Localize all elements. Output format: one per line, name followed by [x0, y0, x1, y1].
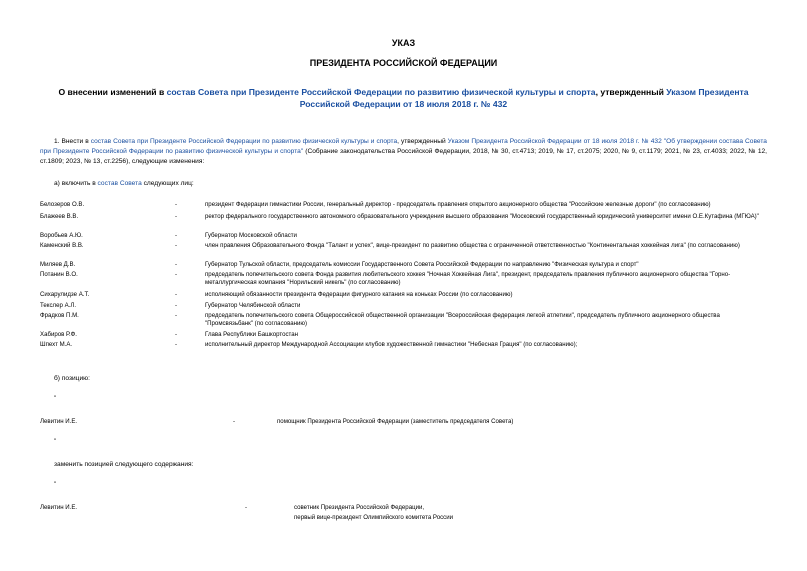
- member-description: Глава Республики Башкортостан: [205, 331, 299, 338]
- quote-open-2: ": [54, 482, 57, 488]
- member-name: Белозеров О.В.: [40, 201, 85, 208]
- member-name: Сихарулидзе А.Т.: [40, 291, 90, 298]
- member-dash: -: [175, 261, 178, 268]
- member-description: исполняющий обязанности президента Федерации фигурного катания на коньках России (по согласованию): [205, 291, 513, 298]
- quote-open: ": [54, 396, 57, 402]
- council-composition-link[interactable]: состав Совета при Президенте Российской Федерации по развитию физической культуры и спорта: [166, 87, 596, 97]
- decree-432-link[interactable]: Указом Президента Российской Федерации от 18 июля 2018 г. № 432: [299, 87, 749, 109]
- member-description: член правления Образовательного Фонда "Талант и успех", вице-президент по развитию общества с ограниченной ответственностью "Континентальная хоккейная лига" (по согласованию): [205, 242, 740, 249]
- member-description: председатель попечительского совета Общероссийской общественной организации "Всероссийская федерация легкой атлетики", председатель публичного акционерного общества "Промсвязьбанк" (по согласованию): [205, 312, 720, 327]
- old-position-desc: помощник Президента Российской Федерации (заместитель председателя Совета): [277, 418, 514, 425]
- para1-text-c: (Собрание законодательства Российской Федерации, 2018, № 30, ст.4713; 2019, № 17, ст.2075; 2020, № 9, ст.1179; 2021, № 23, ст.4033; 2022, № 12, ст.1809; 2023, № 13, ст.2256), следующие изменения:: [40, 148, 768, 165]
- member-dash: -: [175, 232, 178, 239]
- member-dash: -: [175, 331, 178, 338]
- title-middle: , утвержденный: [595, 87, 667, 97]
- section-a-suffix: следующих лиц:: [141, 180, 194, 187]
- member-description: Губернатор Челябинской области: [205, 302, 301, 309]
- member-name: Хабиров Р.Ф.: [40, 331, 77, 338]
- member-name: Каменский В.В.: [40, 242, 84, 249]
- member-description: Губернатор Московской области: [205, 232, 297, 239]
- member-name: Фрадков П.М.: [40, 312, 79, 319]
- member-dash: -: [175, 242, 178, 249]
- para1-decree-link[interactable]: Указом Президента Российской Федерации от 18 июля 2018 г. № 432 "Об утверждении состава Совета при Президенте Российской Федерации по развитию физической культуры и спорта": [40, 138, 767, 155]
- title-prefix: О внесении изменений в: [58, 87, 167, 97]
- member-dash: -: [175, 213, 178, 220]
- decree-issuer: ПРЕЗИДЕНТА РОССИЙСКОЙ ФЕДЕРАЦИИ: [309, 58, 498, 68]
- new-position-desc-1: советник Президента Российской Федерации,: [294, 504, 425, 511]
- new-position-desc-2: первый вице-президент Олимпийского комитета России: [294, 514, 453, 521]
- para1-composition-link[interactable]: состав Совета при Президенте Российской Федерации по развитию физической культуры и спорта: [90, 138, 398, 145]
- para1-text-a: 1. Внести в: [54, 138, 91, 145]
- section-a-prefix: а) включить в: [54, 180, 98, 187]
- member-name: Воробьев А.Ю.: [40, 232, 83, 239]
- member-dash: -: [175, 341, 178, 348]
- new-position-name: Левитин И.Е.: [40, 504, 78, 511]
- member-name: Миляев Д.В.: [40, 261, 76, 268]
- member-name: Шпехт М.А.: [40, 341, 73, 348]
- member-description: председатель попечительского совета Фонда развития любительского хоккея "Ночная Хоккейная Лига", президент, председатель правления публичного акционерного общества "Горно-металлургическая компания "Норильский никель" (по согласованию): [205, 271, 731, 286]
- member-description: Губернатор Тульской области, председатель комиссии Государственного Совета Российской Федерации по направлению "Физическая культура и спорт": [205, 261, 639, 268]
- member-dash: -: [175, 302, 178, 309]
- member-dash: -: [175, 291, 178, 298]
- decree-heading: УКАЗ: [391, 38, 416, 48]
- member-name: Потанин В.О.: [40, 271, 78, 278]
- member-name: Текслер А.Л.: [40, 302, 77, 309]
- document-title: [40, 86, 767, 110]
- paragraph-1: [40, 137, 767, 167]
- member-dash: -: [175, 271, 178, 278]
- member-description: ректор федерального государственного автономного образовательного учреждения высшего образования "Московский государственный юридический университет имени О.Е.Кутафина (МГЮА)": [205, 213, 759, 220]
- member-description: исполнительный директор Международной Ассоциации клубов художественной гимнастики "Небесная Грация" (по согласованию);: [205, 341, 578, 348]
- section-b-label: б) позицию:: [54, 375, 90, 382]
- council-link[interactable]: состав Совета: [97, 180, 142, 187]
- member-name: Блажеев В.В.: [40, 213, 79, 220]
- member-dash: -: [175, 201, 178, 208]
- old-position-name: Левитин И.Е.: [40, 418, 78, 425]
- replace-label: заменить позицией следующего содержания:: [54, 461, 194, 468]
- new-position-dash: -: [245, 504, 248, 511]
- member-dash: -: [175, 312, 178, 319]
- section-a-label: [54, 179, 194, 188]
- para1-text-b: , утвержденный: [397, 138, 448, 145]
- member-description: президент Федерации гимнастики России, генеральный директор - председатель правления открытого акционерного общества "Российские железные дороги" (по согласованию): [205, 201, 711, 208]
- quote-close: ": [54, 439, 57, 445]
- old-position-dash: -: [233, 418, 236, 425]
